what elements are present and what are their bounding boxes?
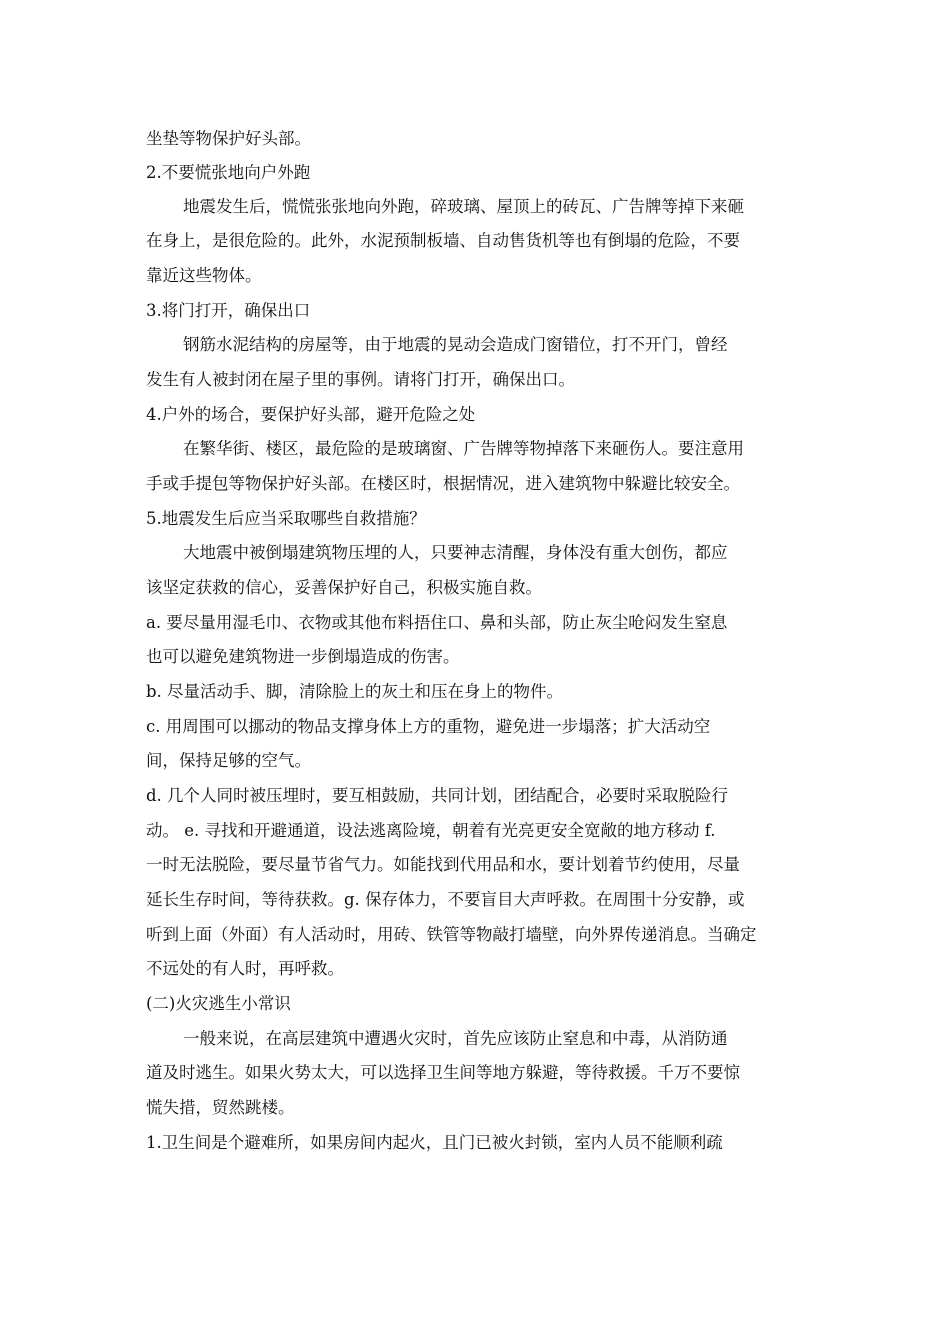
text-line: 2.不要慌张地向户外跑 bbox=[146, 163, 311, 182]
text-line: 一时无法脱险，要尽量节省气力。如能找到代用品和水，要计划着节约使用，尽量 bbox=[146, 855, 740, 874]
text-line: 道及时逃生。如果火势太大，可以选择卫生间等地方躲避，等待救援。千万不要惊 bbox=[146, 1063, 740, 1082]
paragraph-first-line: 在繁华街、楼区，最危险的是玻璃窗、广告牌等物掉落下来砸伤人。要注意用 bbox=[183, 439, 744, 458]
text-line: 该坚定获救的信心，妥善保护好自己，积极实施自救。 bbox=[146, 578, 542, 597]
text-line: 坐垫等物保护好头部。 bbox=[146, 129, 311, 148]
text-line: 在身上，是很危险的。此外，水泥预制板墙、自动售货机等也有倒塌的危险，不要 bbox=[146, 231, 740, 250]
text-line: 间，保持足够的空气。 bbox=[146, 751, 311, 770]
text-line: 3.将门打开，确保出口 bbox=[146, 301, 311, 320]
document-body bbox=[146, 122, 810, 1160]
text-line: 4.户外的场合，要保护好头部，避开危险之处 bbox=[146, 405, 476, 424]
text-line: 1.卫生间是个避难所，如果房间内起火，且门已被火封锁，室内人员不能顺利疏 bbox=[146, 1133, 723, 1152]
text-line: 动。 e. 寻找和开避通道，设法逃离险境，朝着有光亮更安全宽敞的地方移动 f. bbox=[146, 821, 716, 840]
text-line: d. 几个人同时被压埋时，要互相鼓励，共同计划，团结配合，必要时采取脱险行 bbox=[146, 786, 729, 805]
text-line: 慌失措，贸然跳楼。 bbox=[146, 1098, 295, 1117]
text-line: b. 尽量活动手、脚，清除脸上的灰土和压在身上的物件。 bbox=[146, 682, 564, 701]
text-line: 也可以避免建筑物进一步倒塌造成的伤害。 bbox=[146, 647, 460, 666]
text-line: (二)火灾逃生小常识 bbox=[146, 994, 291, 1013]
paragraph-first-line: 一般来说，在高层建筑中遭遇火灾时，首先应该防止窒息和中毒，从消防通 bbox=[183, 1029, 728, 1048]
text-line: 发生有人被封闭在屋子里的事例。请将门打开，确保出口。 bbox=[146, 370, 575, 389]
text-line: 手或手提包等物保护好头部。在楼区时，根据情况，进入建筑物中躲避比较安全。 bbox=[146, 474, 740, 493]
text-line: c. 用周围可以挪动的物品支撑身体上方的重物，避免进一步塌落；扩大活动空 bbox=[146, 717, 711, 736]
text-line: 不远处的有人时，再呼救。 bbox=[146, 959, 344, 978]
paragraph-first-line: 大地震中被倒塌建筑物压埋的人，只要神志清醒，身体没有重大创伤，都应 bbox=[183, 543, 728, 562]
text-line: 5.地震发生后应当采取哪些自救措施？ bbox=[146, 509, 426, 528]
text-line: 延长生存时间，等待获救。g. 保存体力，不要盲目大声呼救。在周围十分安静，或 bbox=[146, 890, 745, 909]
text-line: a. 要尽量用湿毛巾、衣物或其他布料捂住口、鼻和头部，防止灰尘呛闷发生窒息 bbox=[146, 613, 728, 632]
paragraph-first-line: 地震发生后，慌慌张张地向外跑，碎玻璃、屋顶上的砖瓦、广告牌等掉下来砸 bbox=[183, 197, 744, 216]
text-line: 靠近这些物体。 bbox=[146, 266, 262, 285]
text-line: 听到上面（外面）有人活动时，用砖、铁管等物敲打墙壁，向外界传递消息。当确定 bbox=[146, 925, 757, 944]
paragraph-first-line: 钢筋水泥结构的房屋等，由于地震的晃动会造成门窗错位，打不开门，曾经 bbox=[183, 335, 728, 354]
